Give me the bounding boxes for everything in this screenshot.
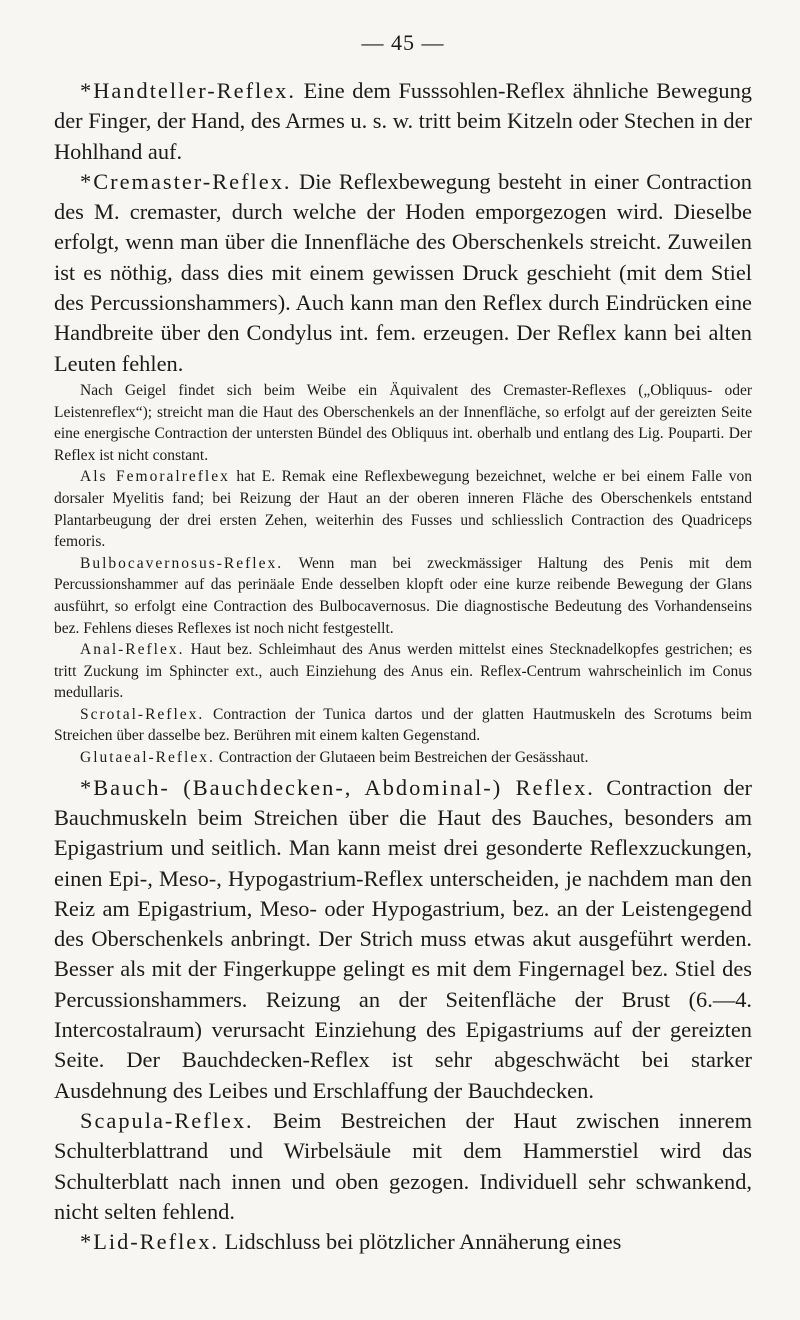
paragraph-text: hat E. Remak eine Reflexbewegung bezeichnet, welche er bei einem Falle von dorsaler Myelitis fand; bei Reizung der Haut an der oberen inneren Fläche des Oberschenkels entstand Plantarbeugung der drei ersten Zehen, weiterhin des Fusses und schliesslich Contraction des Quadriceps femoris.: [54, 468, 752, 551]
paragraph-bulbocavernosus-reflex: [54, 553, 752, 639]
paragraph-cremaster-reflex: [54, 167, 752, 379]
body-section-1: [54, 76, 752, 379]
paragraph-heading: Glutaeal-Reflex.: [80, 749, 215, 767]
paragraph-heading: Scrotal-Reflex.: [80, 705, 205, 723]
paragraph-heading: *Bauch- (Bauchdecken-, Abdominal-) Reflex.: [80, 774, 595, 800]
paragraph-heading: Anal-Reflex.: [80, 641, 185, 659]
paragraph-text: Haut bez. Schleimhaut des Anus werden mittelst eines Stecknadelkopfes gestrichen; es tritt Zuckung im Sphincter ext., auch Einziehung des Anus ein. Reflex-Centrum wahrscheinlich im Conus medullaris.: [54, 641, 752, 702]
small-print-section: [54, 380, 752, 769]
paragraph-heading: *Handteller-Reflex.: [80, 78, 296, 103]
paragraph-text: Wenn man bei zweckmässiger Haltung des Penis mit dem Percussionshammer auf das perinäale Ende desselben klopft oder eine kurze reibende Bewegung der Glans ausführt, so erfolgt eine Contraction des Bulbocavernosus. Die diagnostische Bedeutung des Vorhandenseins bez. Fehlens dieses Reflexes ist noch nicht festgestellt.: [54, 554, 752, 637]
paragraph-text: Contraction der Bauchmuskeln beim Streichen über die Haut des Bauches, besonders am Epigastrium und seitlich. Man kann meist drei gesonderte Reflexzuckungen, einen Epi-, Meso-, Hypogastrium-Reflex unterscheiden, je nachdem man den Reiz am Epigastrium, Meso- oder Hypogastrium, bez. an der Leistengegend des Oberschenkels anbringt. Der Strich muss etwas akut ausgeführt werden. Besser als mit der Fingerkuppe gelingt es mit dem Fingernagel bez. Stiel des Percussionshammers. Reizung an der Seitenfläche der Brust (6.—4. Intercostalraum) verursacht Einziehung des Epigastriums auf der gereizten Seite. Der Bauchdecken-Reflex ist sehr abgeschwächt bei starker Ausdehnung des Leibes und Erschlaffung der Bauchdecken.: [54, 774, 752, 1103]
paragraph-text: Contraction der Tunica dartos und der glatten Hautmuskeln des Scrotums beim Streichen über dasselbe bez. Berühren mit einem kalten Gegenstand.: [54, 705, 752, 745]
paragraph-text: Contraction der Glutaeen beim Bestreichen der Gesässhaut.: [214, 749, 589, 767]
paragraph-heading: Scapula-Reflex.: [80, 1107, 254, 1133]
paragraph-text: Nach Geigel findet sich beim Weibe ein Äquivalent des Cremaster-Reflexes („Obliquus- oder Leistenreflex“); streicht man die Haut des Oberschenkels an der Innenfläche, so erfolgt auf der gereizten Seite eine energische Contraction der untersten Bündel des Obliquus int. oberhalb und entlang des Lig. Pouparti. Der Reflex ist nicht constant.: [54, 381, 752, 464]
paragraph-heading: Bulbocavernosus-Reflex.: [80, 554, 284, 572]
paragraph-handteller-reflex: [54, 76, 752, 167]
paragraph-text: Beim Bestreichen der Haut zwischen innerem Schulterblattrand und Wirbelsäule mit dem Hammerstiel wird das Schulterblatt nach innen und oben gezogen. Individuell sehr schwankend, nicht selten fehlend.: [54, 1107, 752, 1224]
paragraph-text: Die Reflexbewegung besteht in einer Contraction des M. cremaster, durch welche der Hoden emporgezogen wird. Dieselbe erfolgt, wenn man über die Innenfläche des Oberschenkels streicht. Zuweilen ist es nöthig, dass dies mit einem gewissen Druck geschieht (mit dem Stiel des Percussionshammers). Auch kann man den Reflex durch Eindrücken eine Handbreite über den Condylus int. fem. erzeugen. Der Reflex kann bei alten Leuten fehlen.: [54, 168, 752, 376]
paragraph-anal-reflex: [54, 639, 752, 704]
paragraph-text: Lidschluss bei plötzlicher Annäherung eines: [219, 1229, 622, 1255]
paragraph-lid-reflex: [54, 1227, 752, 1257]
paragraph-geigel-note: [54, 380, 752, 466]
page-number: — 45 —: [361, 30, 445, 55]
paragraph-text: Eine dem Fusssohlen-Reflex ähnliche Bewegung der Finger, der Hand, des Armes u. s. w. tritt beim Kitzeln oder Stechen in der Hohlhand auf.: [54, 78, 752, 164]
paragraph-femoralreflex: [54, 466, 752, 552]
paragraph-heading: *Lid-Reflex.: [80, 1229, 220, 1255]
paragraph-scapula-reflex: [54, 1106, 752, 1227]
paragraph-heading: *Cremaster-Reflex.: [80, 168, 292, 194]
paragraph-scrotal-reflex: [54, 704, 752, 747]
paragraph-bauch-reflex: [54, 773, 752, 1106]
paragraph-heading: Als Femoralreflex: [80, 468, 230, 486]
paragraph-glutaeal-reflex: [54, 747, 752, 769]
body-section-2: [54, 773, 752, 1258]
